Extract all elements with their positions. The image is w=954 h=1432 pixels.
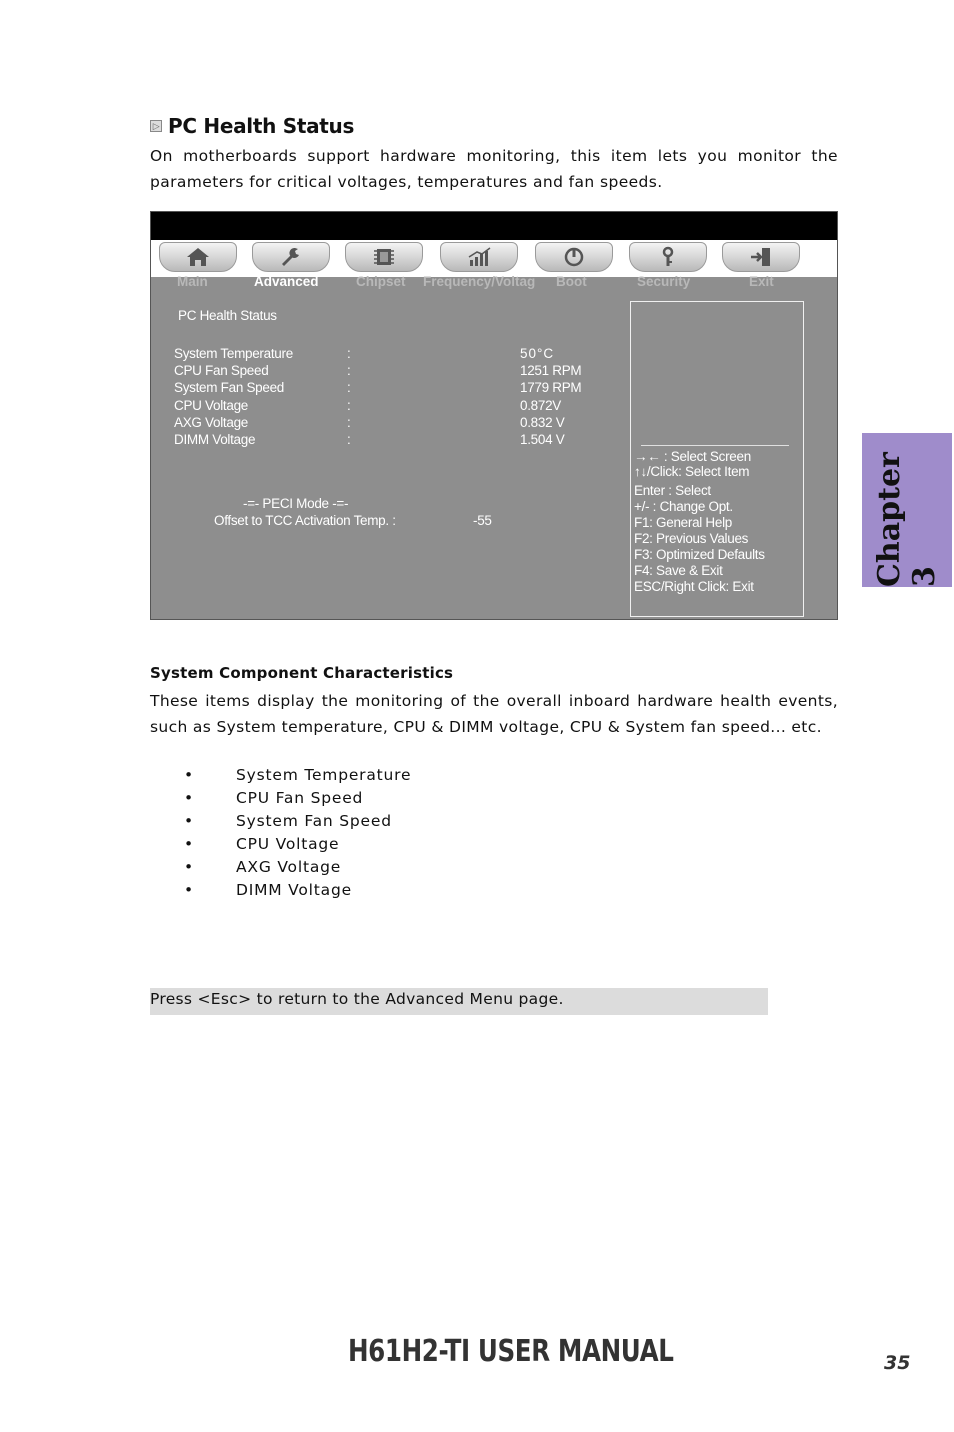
components-list — [150, 764, 550, 902]
reading-value: 0.832 V — [520, 415, 565, 430]
power-icon — [560, 245, 588, 269]
reading-separator: : — [347, 415, 351, 430]
key-icon — [654, 245, 682, 269]
graph-icon — [465, 245, 493, 269]
peci-mode-heading: -=- PECI Mode -=- — [243, 496, 349, 511]
reading-label: CPU Voltage — [174, 398, 248, 413]
help-line: Enter : Select — [634, 483, 711, 498]
help-line: +/- : Change Opt. — [634, 499, 733, 514]
tab-label-security[interactable]: Security — [637, 274, 691, 289]
tab-label-main[interactable]: Main — [177, 274, 208, 289]
tab-label-boot[interactable]: Boot — [556, 274, 587, 289]
tab-label-chipset[interactable]: Chipset — [356, 274, 406, 289]
reading-label: System Temperature — [174, 346, 293, 361]
list-item — [150, 764, 550, 787]
list-item-text: CPU Fan Speed — [236, 789, 364, 807]
list-item — [150, 856, 550, 879]
list-item — [150, 787, 550, 810]
reading-value: 50°C — [520, 346, 555, 361]
manual-title: H61H2-TI USER MANUAL — [348, 1334, 674, 1369]
help-line: F3: Optimized Defaults — [634, 547, 765, 562]
help-line: F1: General Help — [634, 515, 732, 530]
title-bullet-icon: ▷ — [150, 120, 162, 132]
list-item-text: AXG Voltage — [236, 858, 342, 876]
tab-security[interactable] — [629, 242, 707, 272]
tab-chipset[interactable] — [345, 242, 423, 272]
bios-title-bar — [151, 212, 837, 240]
tab-exit[interactable] — [722, 242, 800, 272]
reading-separator: : — [347, 346, 351, 361]
help-divider — [641, 445, 789, 446]
exit-door-icon — [747, 245, 775, 269]
tab-label-frequency[interactable]: Frequency/Voltag — [423, 274, 536, 289]
help-line: ESC/Right Click: Exit — [634, 579, 754, 594]
help-panel — [630, 301, 804, 617]
reading-label: System Fan Speed — [174, 380, 285, 395]
reading-value: 1251 RPM — [520, 363, 582, 378]
bullet-dot: • — [184, 881, 194, 899]
tab-frequency-voltage[interactable] — [440, 242, 518, 272]
bullet-dot: • — [184, 766, 194, 784]
list-item — [150, 879, 550, 902]
help-line: F2: Previous Values — [634, 531, 749, 546]
page-number: 35 — [884, 1352, 911, 1374]
tab-main[interactable] — [159, 242, 237, 272]
bios-screenshot — [150, 211, 838, 620]
components-heading: System Component Characteristics — [150, 664, 454, 682]
chip-icon — [370, 245, 398, 269]
tcc-offset-label[interactable]: Offset to TCC Activation Temp. : — [214, 513, 396, 528]
reading-separator: : — [347, 432, 351, 447]
help-line: ↑↓/Click: Select Item — [634, 464, 750, 479]
esc-note: Press <Esc> to return to the Advanced Menu page. — [150, 988, 768, 1015]
reading-separator: : — [347, 363, 351, 378]
reading-separator: : — [347, 398, 351, 413]
bios-screen-title: PC Health Status — [178, 308, 277, 323]
tab-advanced[interactable] — [252, 242, 330, 272]
list-item — [150, 810, 550, 833]
help-line: →← : Select Screen — [634, 449, 751, 464]
list-item — [150, 833, 550, 856]
reading-value: 0.872V — [520, 398, 561, 413]
chapter-tab — [862, 433, 952, 587]
reading-label: CPU Fan Speed — [174, 363, 269, 378]
wrench-icon — [277, 245, 305, 269]
bullet-dot: • — [184, 858, 194, 876]
home-icon — [184, 245, 212, 269]
reading-value: 1779 RPM — [520, 380, 582, 395]
chapter-label: Chapter 3 — [872, 452, 942, 587]
bullet-dot: • — [184, 812, 194, 830]
section-title — [150, 114, 354, 138]
reading-value: 1.504 V — [520, 432, 565, 447]
list-item-text: CPU Voltage — [236, 835, 340, 853]
list-item-text: System Fan Speed — [236, 812, 392, 830]
bullet-dot: • — [184, 835, 194, 853]
list-item-text: System Temperature — [236, 766, 412, 784]
reading-separator: : — [347, 380, 351, 395]
section-title-text: PC Health Status — [168, 114, 355, 138]
list-item-text: DIMM Voltage — [236, 881, 352, 899]
tab-label-advanced[interactable]: Advanced — [254, 274, 319, 289]
help-line: F4: Save & Exit — [634, 563, 723, 578]
reading-label: AXG Voltage — [174, 415, 249, 430]
tab-boot[interactable] — [535, 242, 613, 272]
reading-label: DIMM Voltage — [174, 432, 256, 447]
intro-paragraph: On motherboards support hardware monitoring, this item lets you monitor the parameters for critical voltages, temperatures and fan speeds. — [150, 147, 838, 191]
tcc-offset-value[interactable]: -55 — [473, 513, 492, 528]
tab-label-exit[interactable]: Exit — [749, 274, 774, 289]
components-paragraph: These items display the monitoring of the overall inboard hardware health events, such as System temperature, CPU & DIMM voltage, CPU & System fan speed... etc. — [150, 692, 838, 736]
bullet-dot: • — [184, 789, 194, 807]
